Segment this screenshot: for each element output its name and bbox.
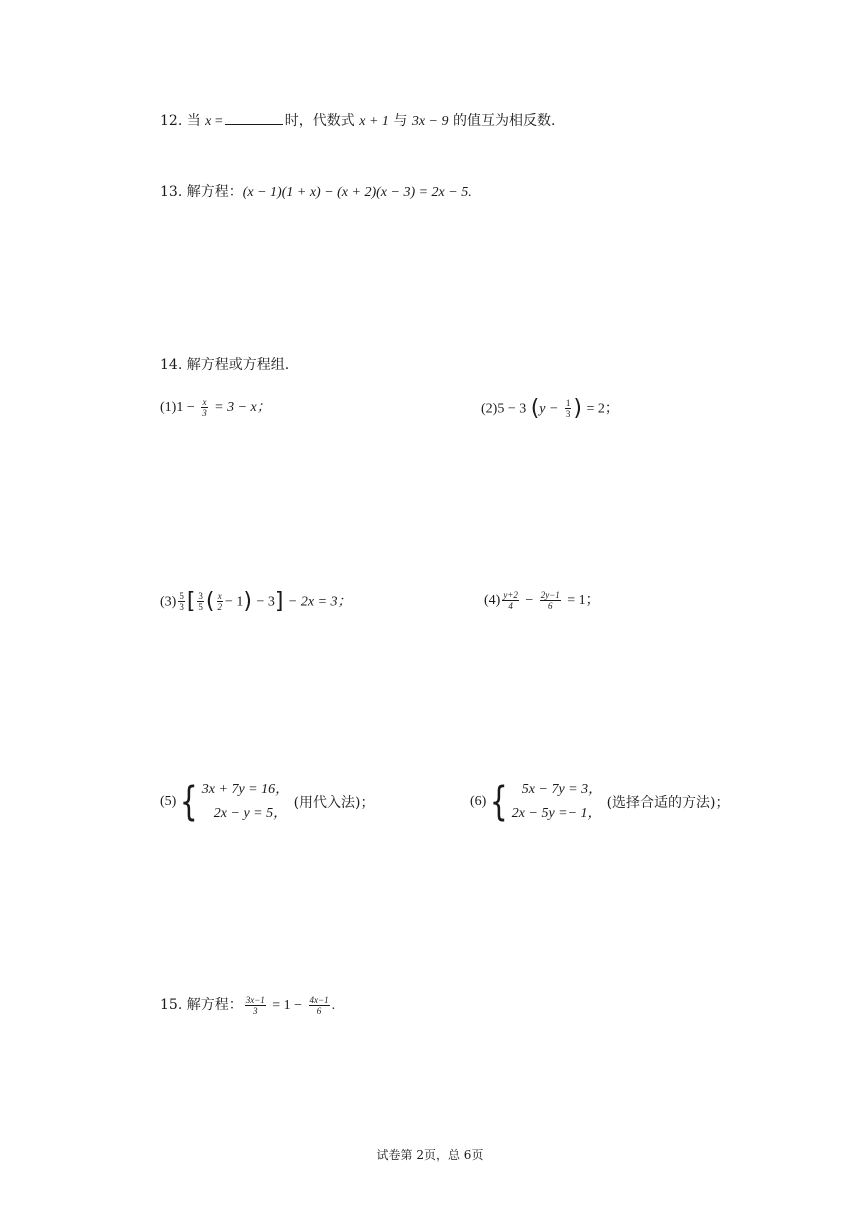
fraction: $\frac{x}{3}$ — [202, 396, 207, 418]
fraction: $\frac{5}{3}$ — [179, 591, 184, 612]
fraction: $\frac{3x-1}{3}$ — [245, 994, 265, 1016]
question-13: 13. 解方程：(x − 1)(1 + x) − (x + 2)(x − 3) = 2x − 5. — [160, 184, 472, 200]
problem-3: (3) $\frac{5}{3}$ [ $\frac{3}{5}$ ( $\frac{x}{2}$ − 1) − 3] − 2x = 3； — [160, 589, 352, 614]
question-number: 12. — [160, 113, 183, 129]
fraction: $\frac{1}{3}$ — [565, 398, 571, 419]
fraction: $\frac{4x-1}{6}$ — [309, 994, 329, 1016]
question-15: 15. 解方程： $\frac{3x-1}{3}$ = 1 − $\frac{4x-1}{6}$ . — [160, 994, 336, 1016]
fraction: $\frac{y+2}{4}$ — [503, 589, 518, 611]
problem-2: (2)5 − 3 (y − $\frac{1}{3}$ ) = 2； — [481, 396, 619, 421]
problem-6: (6){ 5x − 7y = 3， 2x − 5y =− 1， (选择合适的方法)； — [470, 779, 730, 825]
fraction: $\frac{2y-1}{6}$ — [540, 589, 560, 611]
problem-5: (5){ 3x + 7y = 16， 2x − y = 5， (用代入法)； — [160, 779, 375, 825]
answer-blank[interactable] — [225, 110, 283, 125]
fraction: $\frac{x}{2}$ — [217, 591, 223, 612]
question-12: 12. 当 x = 时，代数式 x + 1 与 3x − 9 的值互为相反数. — [160, 110, 555, 130]
fraction: $\frac{3}{5}$ — [198, 591, 203, 612]
problem-1: (1)1 − $\frac{x}{3}$ = 3 − x； — [160, 396, 271, 418]
page-footer: 试卷第 2页，总 6页 — [376, 1148, 484, 1162]
question-14-title: 14. 解方程或方程组. — [160, 357, 290, 373]
problem-4: (4) $\frac{y+2}{4}$ − $\frac{2y-1}{6}$ = 1； — [484, 589, 600, 611]
